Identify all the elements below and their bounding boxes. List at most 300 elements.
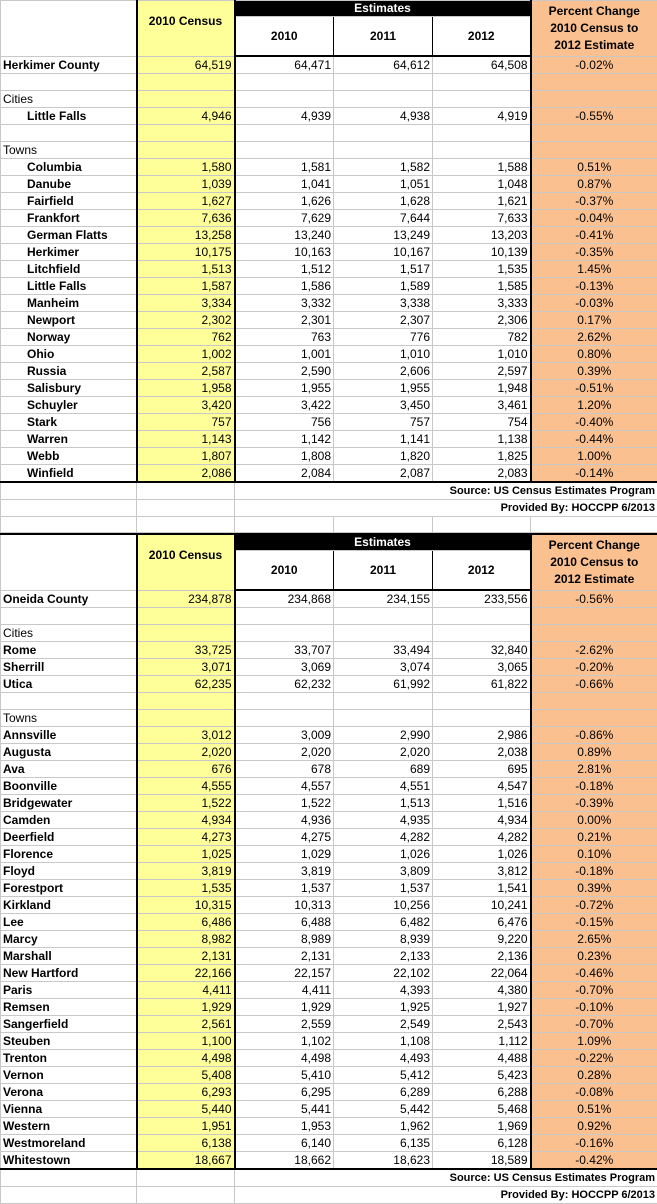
empty-cell[interactable] (137, 500, 235, 517)
empty-cell[interactable] (334, 625, 433, 642)
estimate-2010-cell[interactable]: 18,662 (235, 1152, 334, 1170)
percent-change-cell[interactable]: -2.62% (531, 642, 657, 659)
percent-change-cell[interactable]: -0.13% (531, 278, 657, 295)
census-2010-cell[interactable]: 4,273 (137, 829, 235, 846)
census-2010-cell[interactable]: 2,587 (137, 363, 235, 380)
row-label[interactable]: Herkimer County (1, 56, 137, 74)
percent-change-cell[interactable]: -0.51% (531, 380, 657, 397)
empty-cell[interactable] (235, 482, 334, 500)
estimate-2012-cell[interactable]: 2,083 (433, 465, 531, 483)
empty-cell[interactable] (433, 517, 531, 533)
header-year-2012[interactable]: 2012 (433, 17, 531, 57)
empty-cell[interactable] (1, 608, 137, 625)
census-2010-cell[interactable]: 1,535 (137, 880, 235, 897)
row-label[interactable]: Camden (1, 812, 137, 829)
empty-cell[interactable] (334, 125, 433, 142)
empty-cell[interactable] (235, 517, 334, 533)
empty-cell[interactable] (1, 517, 137, 533)
percent-change-cell[interactable]: 2.65% (531, 931, 657, 948)
estimate-2012-cell[interactable]: 2,038 (433, 744, 531, 761)
estimate-2012-cell[interactable]: 1,621 (433, 193, 531, 210)
percent-change-cell[interactable]: -0.03% (531, 295, 657, 312)
estimate-2012-cell[interactable]: 3,461 (433, 397, 531, 414)
estimate-2012-cell[interactable]: 4,919 (433, 108, 531, 125)
percent-change-cell[interactable]: 0.80% (531, 346, 657, 363)
row-label[interactable]: Vernon (1, 1067, 137, 1084)
row-label[interactable]: Ava (1, 761, 137, 778)
header-percent-change[interactable] (531, 1, 657, 57)
estimate-2010-cell[interactable]: 1,001 (235, 346, 334, 363)
percent-change-cell[interactable]: 0.00% (531, 812, 657, 829)
estimate-2011-cell[interactable]: 3,338 (334, 295, 433, 312)
empty-cell[interactable] (137, 142, 235, 159)
census-2010-cell[interactable]: 13,258 (137, 227, 235, 244)
census-2010-cell[interactable]: 5,440 (137, 1101, 235, 1118)
estimate-2012-cell[interactable]: 3,333 (433, 295, 531, 312)
empty-cell[interactable] (433, 74, 531, 91)
census-2010-cell[interactable]: 234,878 (137, 590, 235, 608)
percent-change-cell[interactable]: -0.46% (531, 965, 657, 982)
row-label[interactable]: Western (1, 1118, 137, 1135)
empty-cell[interactable] (531, 517, 657, 533)
estimate-2011-cell[interactable]: 64,612 (334, 56, 433, 74)
row-label[interactable]: Salisbury (1, 380, 137, 397)
estimate-2012-cell[interactable]: 2,306 (433, 312, 531, 329)
estimate-2010-cell[interactable]: 22,157 (235, 965, 334, 982)
estimate-2010-cell[interactable]: 2,590 (235, 363, 334, 380)
empty-cell[interactable] (531, 693, 657, 710)
percent-change-cell[interactable]: -0.72% (531, 897, 657, 914)
estimate-2012-cell[interactable]: 9,220 (433, 931, 531, 948)
estimate-2010-cell[interactable]: 2,084 (235, 465, 334, 483)
estimate-2010-cell[interactable]: 4,275 (235, 829, 334, 846)
empty-cell[interactable] (1, 693, 137, 710)
row-label[interactable]: Little Falls (1, 278, 137, 295)
estimate-2011-cell[interactable]: 4,393 (334, 982, 433, 999)
estimate-2012-cell[interactable]: 10,241 (433, 897, 531, 914)
empty-cell[interactable] (235, 1169, 334, 1187)
census-2010-cell[interactable]: 1,929 (137, 999, 235, 1016)
estimate-2010-cell[interactable]: 3,069 (235, 659, 334, 676)
estimate-2010-cell[interactable]: 1,953 (235, 1118, 334, 1135)
empty-cell[interactable] (1, 1187, 137, 1204)
estimate-2012-cell[interactable]: 32,840 (433, 642, 531, 659)
estimate-2010-cell[interactable]: 10,313 (235, 897, 334, 914)
estimate-2010-cell[interactable]: 3,009 (235, 727, 334, 744)
empty-cell[interactable] (235, 608, 334, 625)
estimate-2012-cell[interactable]: 2,597 (433, 363, 531, 380)
empty-cell[interactable] (235, 125, 334, 142)
empty-cell[interactable] (531, 125, 657, 142)
percent-change-cell[interactable]: 0.10% (531, 846, 657, 863)
estimate-2010-cell[interactable]: 1,586 (235, 278, 334, 295)
estimate-2010-cell[interactable]: 3,422 (235, 397, 334, 414)
census-2010-cell[interactable]: 33,725 (137, 642, 235, 659)
row-label[interactable]: Floyd (1, 863, 137, 880)
estimate-2012-cell[interactable]: 7,633 (433, 210, 531, 227)
estimate-2011-cell[interactable]: 6,482 (334, 914, 433, 931)
row-label[interactable]: Schuyler (1, 397, 137, 414)
row-label[interactable]: Sangerfield (1, 1016, 137, 1033)
row-label[interactable]: New Hartford (1, 965, 137, 982)
row-label[interactable]: Florence (1, 846, 137, 863)
estimate-2011-cell[interactable]: 1,820 (334, 448, 433, 465)
estimate-2010-cell[interactable]: 10,163 (235, 244, 334, 261)
row-label[interactable]: Augusta (1, 744, 137, 761)
empty-cell[interactable] (334, 693, 433, 710)
estimate-2011-cell[interactable]: 3,809 (334, 863, 433, 880)
census-2010-cell[interactable]: 3,071 (137, 659, 235, 676)
estimate-2011-cell[interactable]: 33,494 (334, 642, 433, 659)
estimate-2010-cell[interactable]: 1,626 (235, 193, 334, 210)
estimate-2010-cell[interactable]: 2,301 (235, 312, 334, 329)
estimate-2012-cell[interactable]: 695 (433, 761, 531, 778)
estimate-2010-cell[interactable]: 5,441 (235, 1101, 334, 1118)
percent-change-cell[interactable]: -0.42% (531, 1152, 657, 1170)
census-2010-cell[interactable]: 2,302 (137, 312, 235, 329)
row-label[interactable]: Manheim (1, 295, 137, 312)
estimate-2010-cell[interactable]: 6,295 (235, 1084, 334, 1101)
estimate-2011-cell[interactable]: 1,010 (334, 346, 433, 363)
percent-change-cell[interactable]: 0.23% (531, 948, 657, 965)
estimate-2010-cell[interactable]: 33,707 (235, 642, 334, 659)
empty-cell[interactable] (235, 91, 334, 108)
empty-cell[interactable] (137, 693, 235, 710)
percent-change-cell[interactable]: 1.20% (531, 397, 657, 414)
estimate-2010-cell[interactable]: 64,471 (235, 56, 334, 74)
census-2010-cell[interactable]: 1,522 (137, 795, 235, 812)
row-label[interactable]: Annsville (1, 727, 137, 744)
percent-change-cell[interactable]: 0.28% (531, 1067, 657, 1084)
row-label[interactable]: Forestport (1, 880, 137, 897)
row-label[interactable]: Ohio (1, 346, 137, 363)
census-2010-cell[interactable]: 5,408 (137, 1067, 235, 1084)
census-2010-cell[interactable]: 1,143 (137, 431, 235, 448)
estimate-2012-cell[interactable]: 1,516 (433, 795, 531, 812)
percent-change-cell[interactable]: 0.89% (531, 744, 657, 761)
estimate-2012-cell[interactable]: 4,380 (433, 982, 531, 999)
estimate-2010-cell[interactable]: 234,868 (235, 590, 334, 608)
percent-change-cell[interactable]: -0.22% (531, 1050, 657, 1067)
census-2010-cell[interactable]: 64,519 (137, 56, 235, 74)
census-2010-cell[interactable]: 3,819 (137, 863, 235, 880)
empty-cell[interactable] (235, 693, 334, 710)
census-2010-cell[interactable]: 1,513 (137, 261, 235, 278)
empty-cell[interactable] (137, 91, 235, 108)
percent-change-cell[interactable]: -0.44% (531, 431, 657, 448)
census-2010-cell[interactable]: 4,946 (137, 108, 235, 125)
estimate-2010-cell[interactable]: 5,410 (235, 1067, 334, 1084)
estimate-2010-cell[interactable]: 4,557 (235, 778, 334, 795)
percent-change-cell[interactable]: -0.18% (531, 863, 657, 880)
census-2010-cell[interactable]: 18,667 (137, 1152, 235, 1170)
empty-cell[interactable] (433, 608, 531, 625)
percent-change-cell[interactable]: 0.51% (531, 1101, 657, 1118)
estimate-2012-cell[interactable]: 5,423 (433, 1067, 531, 1084)
estimate-2012-cell[interactable]: 61,822 (433, 676, 531, 693)
estimate-2010-cell[interactable]: 2,020 (235, 744, 334, 761)
estimate-2011-cell[interactable]: 1,141 (334, 431, 433, 448)
estimate-2011-cell[interactable]: 4,935 (334, 812, 433, 829)
estimate-2010-cell[interactable]: 8,989 (235, 931, 334, 948)
row-label[interactable]: Webb (1, 448, 137, 465)
row-label[interactable]: Winfield (1, 465, 137, 483)
empty-cell[interactable] (137, 1169, 235, 1187)
estimate-2011-cell[interactable]: 757 (334, 414, 433, 431)
row-label[interactable]: Newport (1, 312, 137, 329)
estimate-2012-cell[interactable]: 1,927 (433, 999, 531, 1016)
row-label[interactable]: Litchfield (1, 261, 137, 278)
percent-change-cell[interactable]: -0.86% (531, 727, 657, 744)
census-2010-cell[interactable]: 1,587 (137, 278, 235, 295)
estimate-2010-cell[interactable]: 3,332 (235, 295, 334, 312)
empty-cell[interactable] (433, 125, 531, 142)
row-label[interactable]: Remsen (1, 999, 137, 1016)
estimate-2011-cell[interactable]: 1,628 (334, 193, 433, 210)
estimate-2011-cell[interactable]: 5,442 (334, 1101, 433, 1118)
percent-change-cell[interactable]: 1.09% (531, 1033, 657, 1050)
percent-change-cell[interactable]: 0.17% (531, 312, 657, 329)
estimate-2010-cell[interactable]: 1,142 (235, 431, 334, 448)
row-label[interactable]: Danube (1, 176, 137, 193)
header-year-2010[interactable]: 2010 (235, 551, 334, 591)
estimate-2011-cell[interactable]: 4,282 (334, 829, 433, 846)
estimate-2011-cell[interactable]: 1,582 (334, 159, 433, 176)
percent-change-cell[interactable]: -0.02% (531, 56, 657, 74)
estimate-2011-cell[interactable]: 2,020 (334, 744, 433, 761)
estimate-2011-cell[interactable]: 1,517 (334, 261, 433, 278)
empty-cell[interactable] (137, 125, 235, 142)
estimate-2011-cell[interactable]: 1,051 (334, 176, 433, 193)
estimate-2012-cell[interactable]: 18,589 (433, 1152, 531, 1170)
estimate-2011-cell[interactable]: 1,962 (334, 1118, 433, 1135)
row-label[interactable]: Herkimer (1, 244, 137, 261)
percent-change-cell[interactable]: 0.39% (531, 363, 657, 380)
estimate-2012-cell[interactable]: 10,139 (433, 244, 531, 261)
estimate-2010-cell[interactable]: 1,537 (235, 880, 334, 897)
estimate-2011-cell[interactable]: 3,450 (334, 397, 433, 414)
estimate-2011-cell[interactable]: 689 (334, 761, 433, 778)
census-2010-cell[interactable]: 1,039 (137, 176, 235, 193)
census-2010-cell[interactable]: 2,561 (137, 1016, 235, 1033)
empty-cell[interactable] (433, 693, 531, 710)
estimate-2010-cell[interactable]: 4,498 (235, 1050, 334, 1067)
row-label[interactable]: Boonville (1, 778, 137, 795)
census-2010-cell[interactable]: 10,315 (137, 897, 235, 914)
estimate-2012-cell[interactable]: 2,543 (433, 1016, 531, 1033)
row-label[interactable]: Marcy (1, 931, 137, 948)
census-2010-cell[interactable]: 1,002 (137, 346, 235, 363)
empty-cell[interactable] (1, 125, 137, 142)
empty-cell[interactable] (235, 1187, 334, 1204)
census-2010-cell[interactable]: 676 (137, 761, 235, 778)
estimate-2010-cell[interactable]: 763 (235, 329, 334, 346)
empty-cell[interactable] (531, 710, 657, 727)
row-label[interactable]: Steuben (1, 1033, 137, 1050)
estimate-2012-cell[interactable]: 233,556 (433, 590, 531, 608)
empty-cell[interactable] (235, 625, 334, 642)
census-2010-cell[interactable]: 22,166 (137, 965, 235, 982)
estimate-2010-cell[interactable]: 7,629 (235, 210, 334, 227)
census-2010-cell[interactable]: 3,420 (137, 397, 235, 414)
estimate-2011-cell[interactable]: 6,289 (334, 1084, 433, 1101)
empty-cell[interactable] (137, 710, 235, 727)
percent-change-cell[interactable]: -0.39% (531, 795, 657, 812)
header-estimates[interactable]: Estimates (235, 1, 531, 17)
estimate-2010-cell[interactable]: 2,559 (235, 1016, 334, 1033)
row-label[interactable]: Warren (1, 431, 137, 448)
empty-cell[interactable] (334, 74, 433, 91)
row-label[interactable]: Verona (1, 1084, 137, 1101)
estimate-2010-cell[interactable]: 1,955 (235, 380, 334, 397)
estimate-2010-cell[interactable]: 1,581 (235, 159, 334, 176)
estimate-2010-cell[interactable]: 6,140 (235, 1135, 334, 1152)
percent-change-cell[interactable]: 1.00% (531, 448, 657, 465)
estimate-2011-cell[interactable]: 1,955 (334, 380, 433, 397)
census-2010-cell[interactable]: 2,086 (137, 465, 235, 483)
estimate-2012-cell[interactable]: 4,547 (433, 778, 531, 795)
header-year-2010[interactable]: 2010 (235, 17, 334, 57)
empty-cell[interactable] (1, 74, 137, 91)
percent-change-cell[interactable]: -0.10% (531, 999, 657, 1016)
census-2010-cell[interactable]: 8,982 (137, 931, 235, 948)
census-2010-cell[interactable]: 1,025 (137, 846, 235, 863)
row-label[interactable]: Lee (1, 914, 137, 931)
estimate-2011-cell[interactable]: 4,493 (334, 1050, 433, 1067)
estimate-2012-cell[interactable]: 1,585 (433, 278, 531, 295)
estimate-2012-cell[interactable]: 1,825 (433, 448, 531, 465)
estimate-2012-cell[interactable]: 1,948 (433, 380, 531, 397)
estimate-2012-cell[interactable]: 6,288 (433, 1084, 531, 1101)
estimate-2011-cell[interactable]: 6,135 (334, 1135, 433, 1152)
estimate-2010-cell[interactable]: 62,232 (235, 676, 334, 693)
estimate-2010-cell[interactable]: 6,488 (235, 914, 334, 931)
estimate-2011-cell[interactable]: 4,551 (334, 778, 433, 795)
estimate-2010-cell[interactable]: 2,131 (235, 948, 334, 965)
percent-change-cell[interactable]: -0.56% (531, 590, 657, 608)
estimate-2012-cell[interactable]: 6,128 (433, 1135, 531, 1152)
empty-cell[interactable] (137, 608, 235, 625)
empty-cell[interactable] (1, 482, 137, 500)
estimate-2011-cell[interactable]: 1,589 (334, 278, 433, 295)
percent-change-cell[interactable]: -0.18% (531, 778, 657, 795)
header-percent-change[interactable] (531, 534, 657, 590)
percent-change-cell[interactable]: -0.66% (531, 676, 657, 693)
row-label[interactable]: Little Falls (1, 108, 137, 125)
percent-change-cell[interactable]: -0.55% (531, 108, 657, 125)
empty-cell[interactable] (334, 710, 433, 727)
estimate-2011-cell[interactable]: 7,644 (334, 210, 433, 227)
census-2010-cell[interactable]: 4,555 (137, 778, 235, 795)
estimate-2010-cell[interactable]: 1,102 (235, 1033, 334, 1050)
row-label[interactable]: Deerfield (1, 829, 137, 846)
empty-cell[interactable] (531, 74, 657, 91)
empty-cell[interactable] (433, 625, 531, 642)
estimate-2011-cell[interactable]: 2,606 (334, 363, 433, 380)
percent-change-cell[interactable]: 0.21% (531, 829, 657, 846)
estimate-2011-cell[interactable]: 776 (334, 329, 433, 346)
estimate-2011-cell[interactable]: 2,133 (334, 948, 433, 965)
percent-change-cell[interactable]: -0.41% (531, 227, 657, 244)
estimate-2012-cell[interactable]: 1,010 (433, 346, 531, 363)
estimate-2012-cell[interactable]: 1,112 (433, 1033, 531, 1050)
census-2010-cell[interactable]: 1,958 (137, 380, 235, 397)
row-label[interactable]: Westmoreland (1, 1135, 137, 1152)
percent-change-cell[interactable]: -0.20% (531, 659, 657, 676)
census-2010-cell[interactable]: 2,131 (137, 948, 235, 965)
empty-cell[interactable] (334, 91, 433, 108)
estimate-2011-cell[interactable]: 2,990 (334, 727, 433, 744)
estimate-2012-cell[interactable]: 64,508 (433, 56, 531, 74)
row-label[interactable]: Paris (1, 982, 137, 999)
empty-cell[interactable] (137, 1187, 235, 1204)
census-2010-cell[interactable]: 1,807 (137, 448, 235, 465)
percent-change-cell[interactable]: -0.40% (531, 414, 657, 431)
estimate-2012-cell[interactable]: 6,476 (433, 914, 531, 931)
header-year-2011[interactable]: 2011 (334, 551, 433, 591)
estimate-2010-cell[interactable]: 1,029 (235, 846, 334, 863)
estimate-2012-cell[interactable]: 782 (433, 329, 531, 346)
empty-cell[interactable] (531, 608, 657, 625)
estimate-2011-cell[interactable]: 61,992 (334, 676, 433, 693)
estimate-2012-cell[interactable]: 1,138 (433, 431, 531, 448)
estimate-2011-cell[interactable]: 13,249 (334, 227, 433, 244)
row-label[interactable]: Trenton (1, 1050, 137, 1067)
estimate-2010-cell[interactable]: 4,936 (235, 812, 334, 829)
estimate-2012-cell[interactable]: 2,136 (433, 948, 531, 965)
estimate-2012-cell[interactable]: 13,203 (433, 227, 531, 244)
estimate-2010-cell[interactable]: 4,411 (235, 982, 334, 999)
percent-change-cell[interactable]: -0.70% (531, 982, 657, 999)
estimate-2011-cell[interactable]: 22,102 (334, 965, 433, 982)
empty-cell[interactable] (235, 74, 334, 91)
census-2010-cell[interactable]: 4,411 (137, 982, 235, 999)
estimate-2012-cell[interactable]: 3,812 (433, 863, 531, 880)
header-2010-census[interactable]: 2010 Census (137, 1, 235, 57)
row-label[interactable]: Utica (1, 676, 137, 693)
empty-cell[interactable] (235, 500, 334, 517)
census-2010-cell[interactable]: 1,100 (137, 1033, 235, 1050)
estimate-2010-cell[interactable]: 3,819 (235, 863, 334, 880)
percent-change-cell[interactable]: 0.92% (531, 1118, 657, 1135)
row-label[interactable]: Marshall (1, 948, 137, 965)
estimate-2011-cell[interactable]: 1,537 (334, 880, 433, 897)
estimate-2012-cell[interactable]: 1,535 (433, 261, 531, 278)
estimate-2012-cell[interactable]: 1,048 (433, 176, 531, 193)
percent-change-cell[interactable]: -0.35% (531, 244, 657, 261)
census-2010-cell[interactable]: 1,951 (137, 1118, 235, 1135)
estimate-2011-cell[interactable]: 4,938 (334, 108, 433, 125)
empty-cell[interactable] (433, 710, 531, 727)
empty-cell[interactable] (137, 482, 235, 500)
row-label[interactable]: Frankfort (1, 210, 137, 227)
estimate-2011-cell[interactable]: 10,167 (334, 244, 433, 261)
estimate-2011-cell[interactable]: 2,307 (334, 312, 433, 329)
estimate-2011-cell[interactable]: 18,623 (334, 1152, 433, 1170)
census-2010-cell[interactable]: 757 (137, 414, 235, 431)
estimate-2011-cell[interactable]: 234,155 (334, 590, 433, 608)
empty-cell[interactable] (235, 710, 334, 727)
estimate-2010-cell[interactable]: 678 (235, 761, 334, 778)
empty-cell[interactable] (334, 608, 433, 625)
row-label[interactable]: Kirkland (1, 897, 137, 914)
census-2010-cell[interactable]: 2,020 (137, 744, 235, 761)
estimate-2011-cell[interactable]: 1,108 (334, 1033, 433, 1050)
estimate-2012-cell[interactable]: 754 (433, 414, 531, 431)
row-label[interactable]: Sherrill (1, 659, 137, 676)
census-2010-cell[interactable]: 4,498 (137, 1050, 235, 1067)
census-2010-cell[interactable]: 762 (137, 329, 235, 346)
